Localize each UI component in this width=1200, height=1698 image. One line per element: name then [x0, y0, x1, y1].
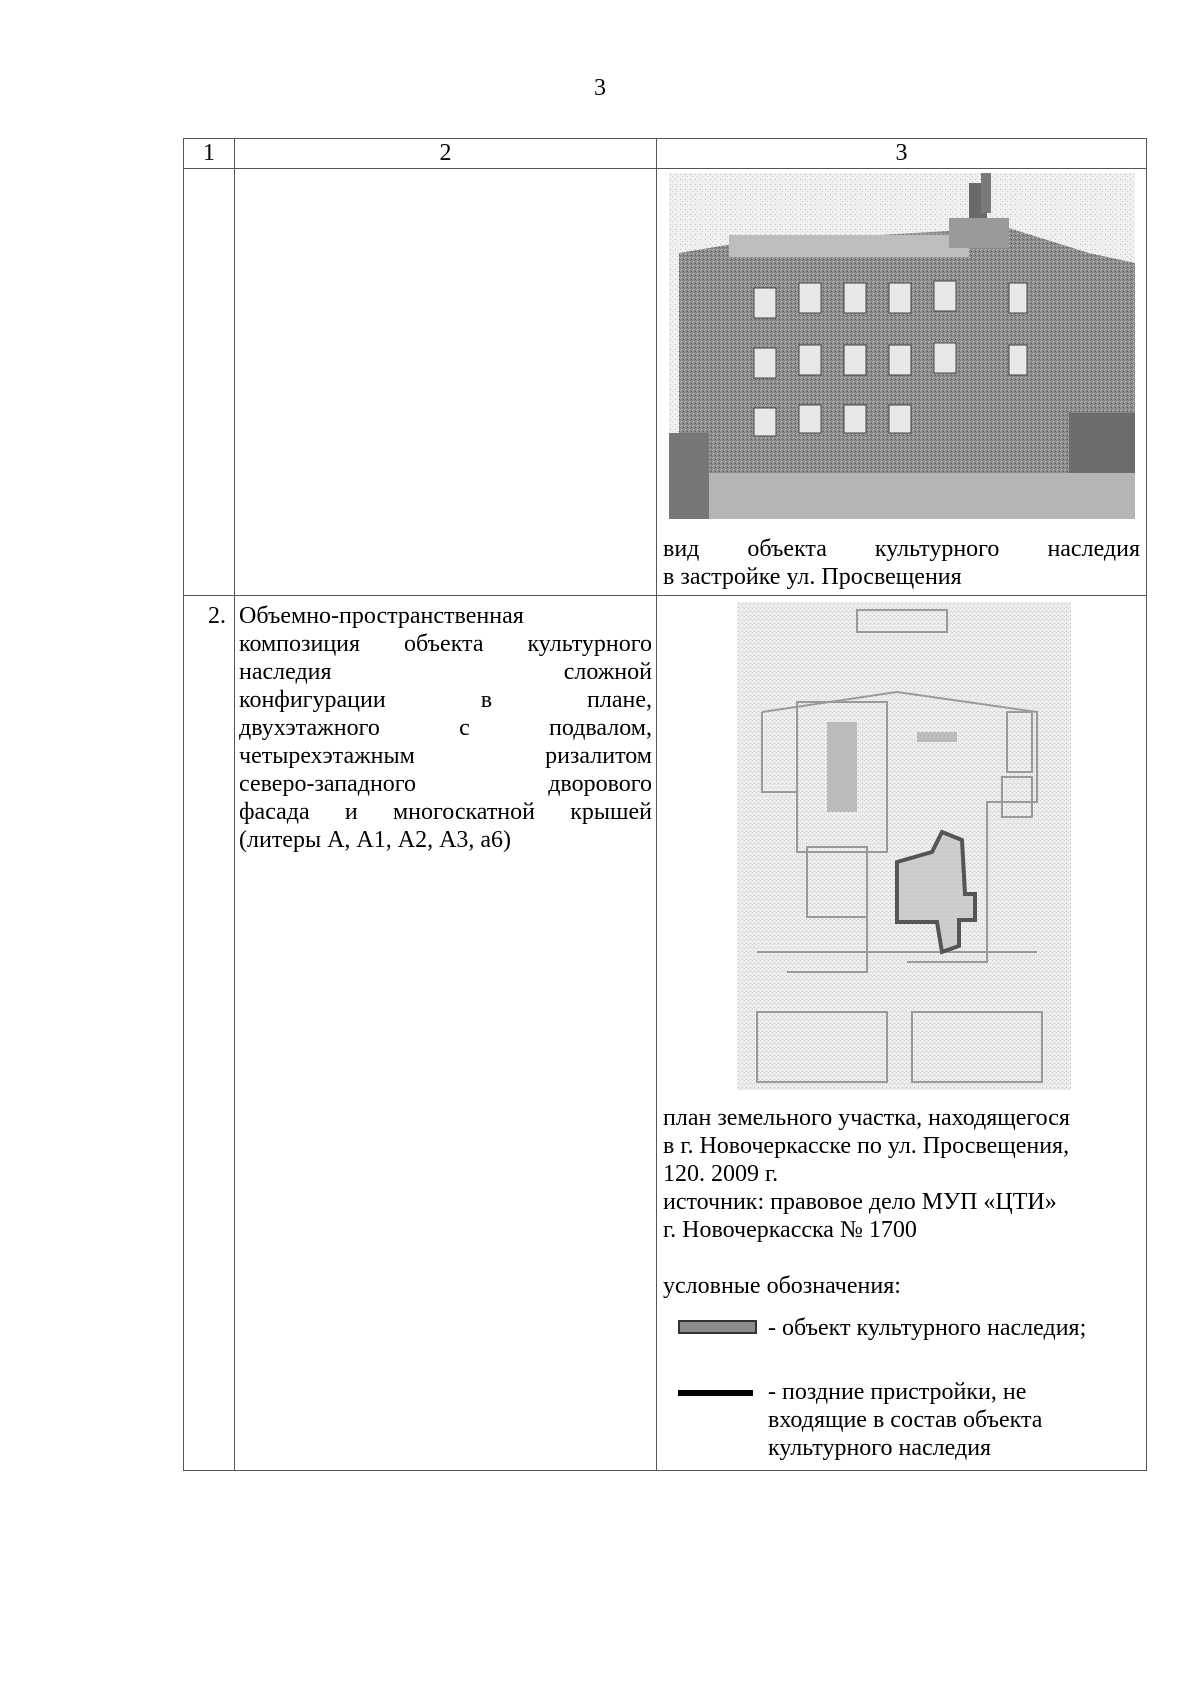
row2-description-cell [235, 596, 657, 1471]
photo-caption [657, 523, 1146, 595]
table-row [184, 169, 1147, 596]
photo-caption-line: вид объекта культурного наследия [663, 536, 1140, 562]
description-line: композиция объекта культурного [239, 631, 652, 657]
legend-item-label: культурного наследия [768, 1435, 992, 1461]
description-line: двухэтажного с подвалом, [239, 715, 652, 741]
header-col-3: 3 [657, 139, 1147, 169]
legend-item-label: - объект культурного наследия; [768, 1315, 1087, 1341]
table-row [184, 596, 1147, 1471]
row1-photo-cell [657, 169, 1147, 596]
description-line: (литеры А, А1, А2, А3, а6) [239, 827, 512, 853]
description-line: четырехэтажным ризалитом [239, 743, 652, 769]
description-line: конфигурации в плане, [239, 687, 652, 713]
description-line: наследия сложной [239, 659, 652, 685]
table-header-row [184, 139, 1147, 169]
heritage-table [183, 138, 1147, 1471]
row1-number-cell [184, 169, 235, 596]
plan-caption-line: план земельного участка, находящегося [663, 1105, 1070, 1131]
description-line: северо-западного дворового [239, 771, 652, 797]
plan-caption-line: 120. 2009 г. [663, 1161, 779, 1187]
plan-caption-line: в г. Новочеркасске по ул. Просвещения, [663, 1133, 1070, 1159]
header-col-2: 2 [235, 139, 657, 169]
site-plan-image [737, 602, 1146, 1090]
header-col-1: 1 [184, 139, 235, 169]
legend-swatch-black [678, 1390, 753, 1396]
legend-item-later-additions [663, 1378, 1140, 1470]
legend-title: условные обозначения: [663, 1273, 901, 1299]
legend-item-label: входящие в состав объекта [768, 1407, 1043, 1433]
row2-number-cell: 2. [184, 596, 235, 1471]
row2-plan-cell [657, 596, 1147, 1471]
legend-swatch-gray [678, 1320, 757, 1334]
description-line: Объемно-пространственная [239, 603, 524, 629]
row1-description-cell [235, 169, 657, 596]
plan-caption [657, 1104, 1146, 1470]
legend-item-heritage [663, 1314, 1140, 1342]
page-number: 3 [594, 75, 606, 101]
plan-source-line: г. Новочеркасска № 1700 [663, 1217, 917, 1243]
photo-caption-line: в застройке ул. Просвещения [663, 564, 962, 590]
description-line: фасада и многоскатной крышей [239, 799, 652, 825]
building-photo [669, 173, 1134, 519]
legend-item-label: - поздние пристройки, не [768, 1379, 1027, 1405]
plan-source-line: источник: правовое дело МУП «ЦТИ» [663, 1189, 1057, 1215]
